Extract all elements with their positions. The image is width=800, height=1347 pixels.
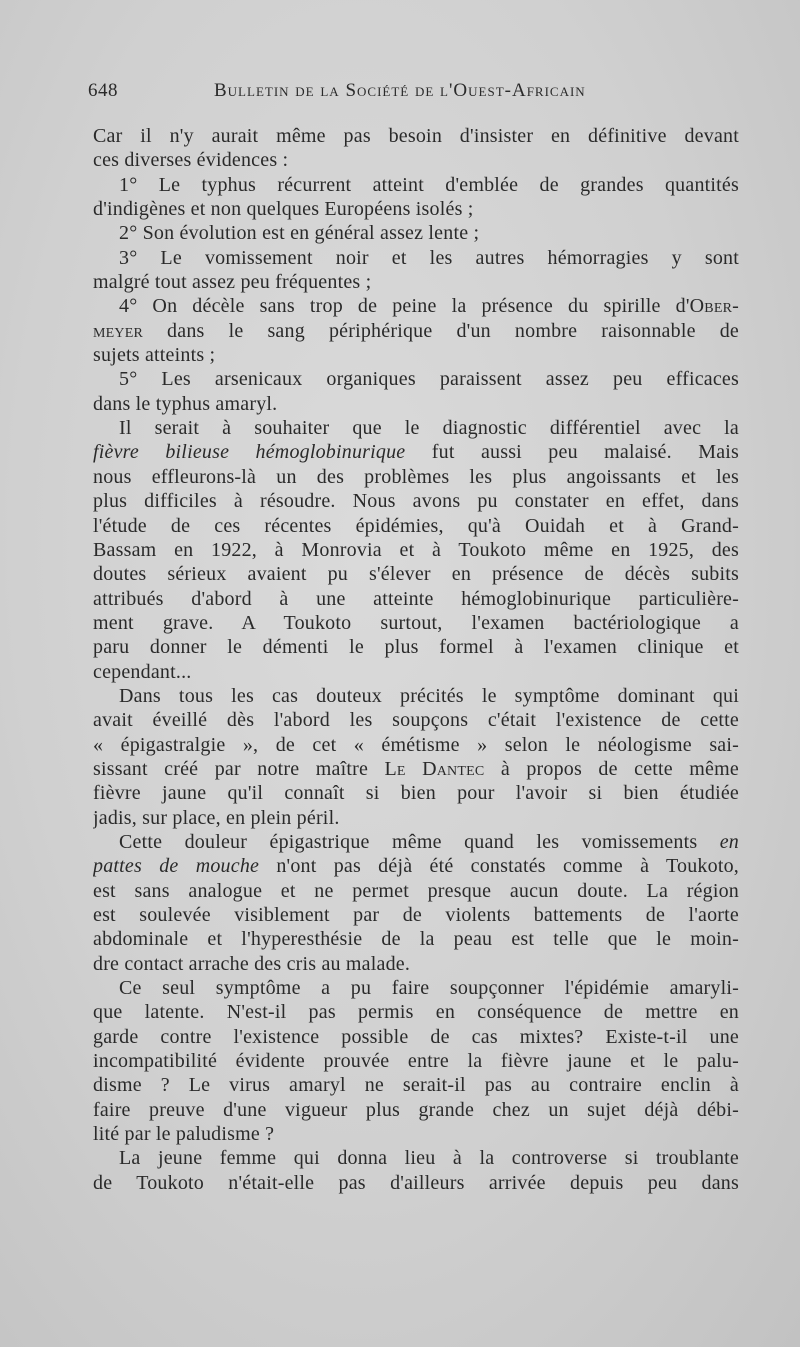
line-text: Bassam en 1922, à Monrovia et à Toukoto même en 1925, des xyxy=(93,538,739,561)
header-title: Bulletin de la Société de l'Ouest-Africain xyxy=(214,80,586,101)
text-line xyxy=(93,757,739,781)
text-line xyxy=(93,319,739,343)
line-text: attribués d'abord à une atteinte hémoglobinurique particulière- xyxy=(93,587,739,610)
line-text: sujets atteints ; xyxy=(93,344,216,367)
line-text: Ce seul symptôme a pu faire soupçonner l'épidémie amaryli- xyxy=(119,977,739,1000)
line-text: est sans analogue et ne permet presque aucun doute. La région xyxy=(93,879,739,902)
italic-text: en xyxy=(719,830,739,853)
line-text: abdominale et l'hyperesthésie de la peau est telle que le moin- xyxy=(93,928,739,951)
text-line xyxy=(93,246,739,270)
running-head xyxy=(88,80,738,106)
line-text: dre contact arrache des cris au malade. xyxy=(93,952,411,975)
text-line xyxy=(93,733,739,757)
line-text: fut aussi peu malaisé. Mais xyxy=(405,441,739,464)
line-text: dans le typhus amaryl. xyxy=(93,392,278,415)
line-text: fièvre jaune qu'il connaît si bien pour l'avoir si bien étudiée xyxy=(93,782,739,805)
line-text: faire preuve d'une vigueur plus grande chez un sujet déjà débi- xyxy=(93,1098,739,1121)
text-line xyxy=(93,1049,739,1073)
line-text: malgré tout assez peu fréquentes ; xyxy=(93,271,372,294)
text-line xyxy=(93,416,739,440)
line-text: jadis, sur place, en plein péril. xyxy=(93,806,340,829)
line-text: Car il n'y aurait même pas besoin d'insister en définitive devant xyxy=(93,125,739,147)
line-text: Cette douleur épigastrique même quand les vomissements xyxy=(119,830,720,853)
text-line xyxy=(93,879,739,903)
text-line xyxy=(93,124,739,148)
line-text: sissant créé par notre maître xyxy=(93,757,385,780)
line-text: cependant... xyxy=(93,660,192,683)
italic-text: pattes de mouche xyxy=(93,855,260,878)
text-line xyxy=(93,611,739,635)
text-line xyxy=(93,1146,739,1170)
text-line xyxy=(93,781,739,805)
text-line xyxy=(93,903,739,927)
text-line xyxy=(93,684,739,708)
line-text: lité par le paludisme ? xyxy=(93,1123,275,1146)
text-line xyxy=(93,173,739,197)
text-line xyxy=(93,440,739,464)
line-text: l'étude de ces récentes épidémies, qu'à Ouidah et à Grand- xyxy=(93,514,739,537)
body-text xyxy=(93,124,739,1195)
text-line xyxy=(93,465,739,489)
line-text: plus difficiles à résoudre. Nous avons pu constater en effet, dans xyxy=(93,490,739,513)
line-text: ces diverses évidences : xyxy=(93,149,289,172)
line-text: 2° Son évolution est en général assez lente ; xyxy=(119,222,480,245)
line-text: 4° On décèle sans trop de peine la présence du spirille d' xyxy=(119,295,690,318)
small-caps-name: Le Dantec xyxy=(384,757,485,780)
text-line xyxy=(93,587,739,611)
small-caps-name: Ober- xyxy=(689,295,739,318)
text-line xyxy=(93,343,739,367)
line-text: 1° Le typhus récurrent atteint d'emblée de grandes quantités xyxy=(119,173,739,196)
line-text: « épigastralgie », de cet « émétisme » selon le néologisme sai- xyxy=(93,733,739,756)
text-line xyxy=(93,367,739,391)
line-text: Dans tous les cas douteux précités le symptôme dominant qui xyxy=(119,684,739,707)
text-line xyxy=(93,708,739,732)
line-text: dans le sang périphérique d'un nombre raisonnable de xyxy=(143,319,739,342)
line-text: La jeune femme qui donna lieu à la controverse si troublante xyxy=(119,1147,739,1170)
text-line xyxy=(93,221,739,245)
line-text: d'indigènes et non quelques Européens isolés ; xyxy=(93,198,474,221)
line-text: garde contre l'existence possible de cas mixtes? Existe-t-il une xyxy=(93,1025,739,1048)
line-text: n'ont pas déjà été constatés comme à Toukoto, xyxy=(259,855,739,878)
line-text: incompatibilité évidente prouvée entre la fièvre jaune et le palu- xyxy=(93,1050,739,1073)
text-line xyxy=(93,1122,739,1146)
text-line xyxy=(93,976,739,1000)
text-line xyxy=(93,927,739,951)
text-line xyxy=(93,830,739,854)
text-line xyxy=(93,514,739,538)
text-line xyxy=(93,1171,739,1195)
text-line xyxy=(93,1073,739,1097)
text-line xyxy=(93,1098,739,1122)
text-line xyxy=(93,489,739,513)
text-line xyxy=(93,660,739,684)
line-text: paru donner le démenti le plus formel à l'examen clinique et xyxy=(93,636,739,659)
line-text: doutes sérieux avaient pu s'élever en présence de décès subits xyxy=(93,563,739,586)
text-line xyxy=(93,1025,739,1049)
text-line xyxy=(93,952,739,976)
line-text: ment grave. A Toukoto surtout, l'examen bactériologique a xyxy=(93,611,739,634)
italic-text: fièvre bilieuse hémoglobinurique xyxy=(93,441,406,464)
line-text: est soulevée visiblement par de violents battements de l'aorte xyxy=(93,904,739,926)
line-text: 5° Les arsenicaux organiques paraissent assez peu efficaces xyxy=(119,368,739,391)
line-text: Il serait à souhaiter que le diagnostic différentiel avec la xyxy=(119,417,739,440)
line-text: disme ? Le virus amaryl ne serait-il pas au contraire enclin à xyxy=(93,1074,739,1097)
text-line xyxy=(93,270,739,294)
text-line xyxy=(93,197,739,221)
text-line xyxy=(93,1000,739,1024)
line-text: que latente. N'est-il pas permis en conséquence de mettre en xyxy=(93,1001,739,1024)
text-line xyxy=(93,635,739,659)
text-line xyxy=(93,294,739,318)
page-number: 648 xyxy=(88,80,118,101)
text-line xyxy=(93,148,739,172)
small-caps-name: meyer xyxy=(93,319,143,342)
text-line xyxy=(93,538,739,562)
text-line xyxy=(93,392,739,416)
line-text: à propos de cette même xyxy=(484,757,739,780)
line-text: avait éveillé dès l'abord les soupçons c'était l'existence de cette xyxy=(93,709,739,732)
line-text: 3° Le vomissement noir et les autres hémorragies y sont xyxy=(119,246,739,269)
text-line xyxy=(93,854,739,878)
line-text: de Toukoto n'était-elle pas d'ailleurs arrivée depuis peu dans xyxy=(93,1171,739,1194)
line-text: nous effleurons-là un des problèmes les plus angoissants et les xyxy=(93,465,739,488)
text-line xyxy=(93,562,739,586)
text-line xyxy=(93,806,739,830)
